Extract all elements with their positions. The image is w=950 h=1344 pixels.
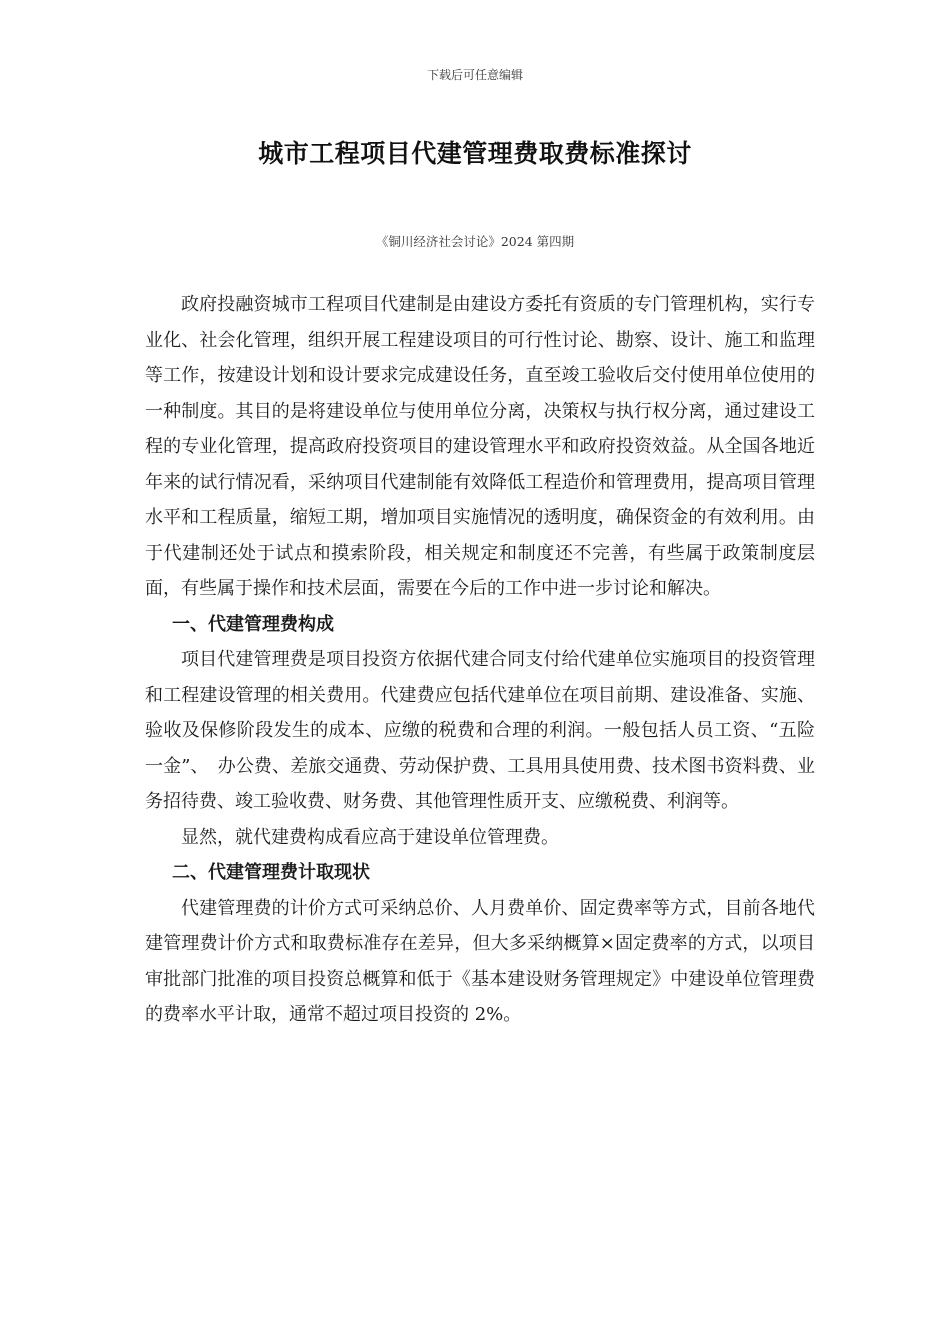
section-heading-2: 二、代建管理费计取现状 xyxy=(172,862,370,883)
paragraph-intro: 政府投融资城市工程项目代建制是由建设方委托有资质的专门管理机构，实行专业化、社会化管理，组织开展工程建设项目的可行性讨论、勘察、设计、施工和监理等工作，按建设计划和设计要求完成建设任务，直至竣工验收后交付使用单位使用的一种制度。其目的是将建设单位与使用单位分离，决策权与执行权分离，通过建设工程的专业化管理，提高政府投资项目的建设管理水平和政府投资效益。从全国各地近年来的试行情况看，采纳项目代建制能有效降低工程造价和管理费用，提高项目管理水平和工程质量，缩短工期，增加项目实施情况的透明度，确保资金的有效利用。由于代建制还处于试点和摸索阶段，相关规定和制度还不完善，有些属于政策制度层面，有些属于操作和技术层面，需要在今后的工作中进一步讨论和解决。 xyxy=(145,294,815,599)
document-body xyxy=(145,287,815,1033)
header-note: 下载后可任意编辑 xyxy=(426,68,523,82)
section-heading-1: 一、代建管理费构成 xyxy=(172,613,334,635)
paragraph-conclusion: 显然，就代建费构成看应高于建设单位管理费。 xyxy=(181,826,559,848)
paragraph-fee-composition: 项目代建管理费是项目投资方依据代建合同支付给代建单位实施项目的投资管理和工程建设管理的相关费用。代建费应包括代建单位在项目前期、建设准备、实施、验收及保修阶段发生的成本、应缴的税费和合理的利润。一般包括人员工资、“五险一金”、 办公费、差旅交通费、劳动保护费、工具用具使用费、技术图书资料费、业务招待费、竣工验收费、财务费、其他管理性质开支、应缴税费、利润等。 xyxy=(145,649,815,812)
source-citation: 《铜川经济社会讨论》2024 第四期 xyxy=(375,234,575,249)
document-title: 城市工程项目代建管理费取费标准探讨 xyxy=(258,139,692,168)
paragraph-fee-status: 代建管理费的计价方式可采纳总价、人月费单价、固定费率等方式，目前各地代建管理费计价方式和取费标准存在差异，但大多采纳概算×固定费率的方式，以项目审批部门批准的项目投资总概算和低于《基本建设财务管理规定》中建设单位管理费的费率水平计取，通常不超过项目投资的 2%。 xyxy=(145,897,815,1025)
